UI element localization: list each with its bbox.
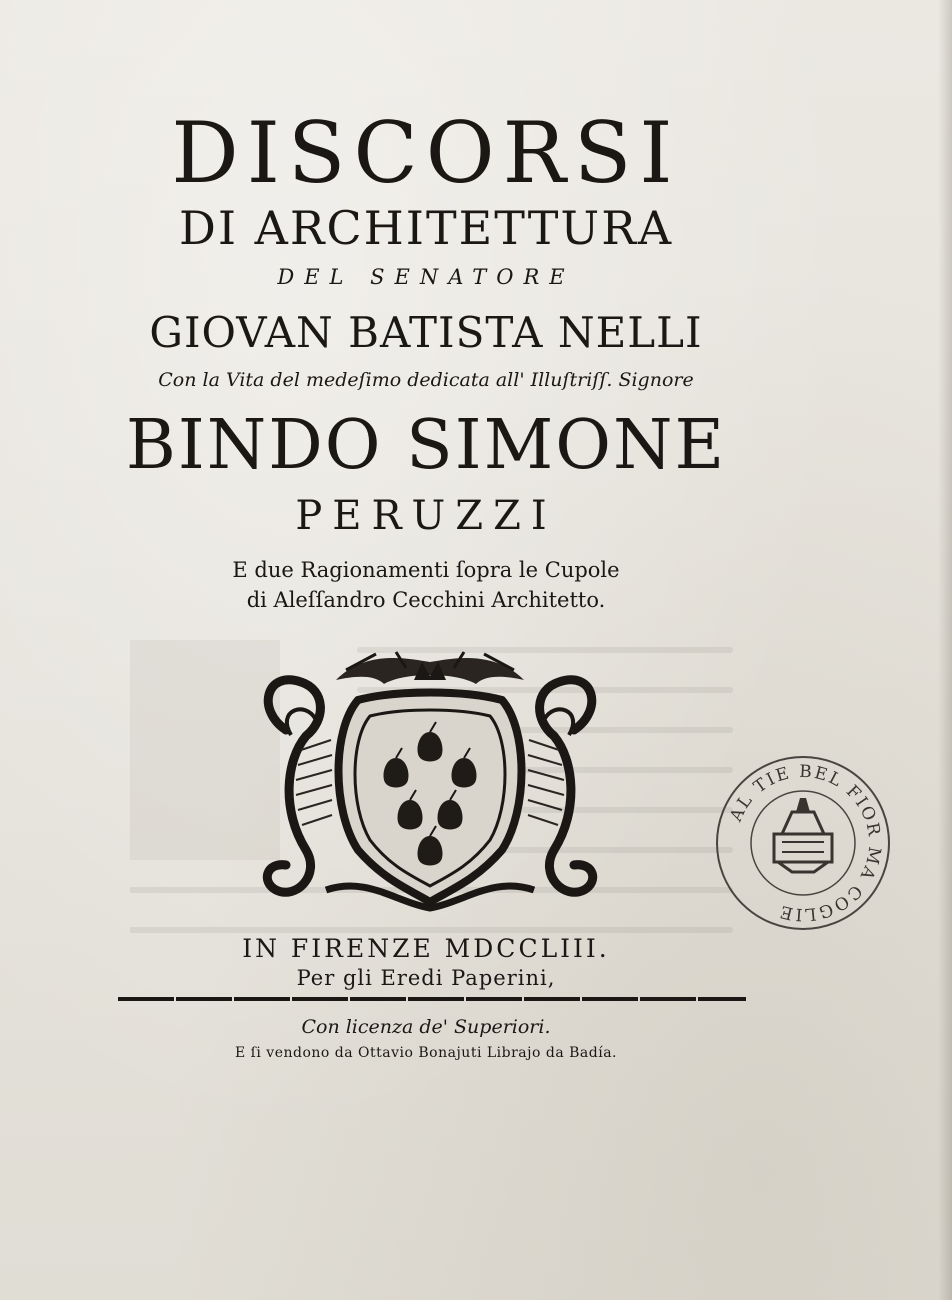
dedicatee-family-name: PERUZZI: [295, 493, 557, 539]
library-stamp-icon: [712, 752, 894, 934]
divider-rule: [118, 997, 746, 1001]
book-subtitle: DI ARCHITETTURA: [178, 201, 674, 255]
author-name: GIOVAN BATISTA NELLI: [149, 308, 703, 357]
license-line: Con licenza de' Superiori.: [301, 1016, 551, 1038]
appendix-line-1: E due Ragionamenti ſopra le Cupole: [232, 558, 620, 582]
stamp-text: AL TIE BEL FIOR MA COGLIE: [726, 761, 885, 925]
imprint-place-date: IN FIRENZE MDCCLIII.: [242, 934, 610, 963]
bookseller-line: E ſi vendono da Ottavio Bonajuti Librajo da Badía.: [235, 1045, 617, 1061]
page-edge-shadow: [938, 0, 952, 1300]
book-title: DISCORSI: [171, 104, 681, 202]
dedicatee-given-name: BINDO SIMONE: [125, 406, 727, 485]
dedication-line: Con la Vita del medeſimo dedicata all' Illuſtriſſ. Signore: [158, 369, 694, 391]
svg-text:AL TIE BEL FIOR MA COGLIE: [726, 762, 885, 925]
coat-of-arms-cartouche-icon: [246, 640, 614, 918]
appendix-line-2: di Aleſſandro Cecchini Architetto.: [246, 588, 606, 612]
author-prefix: DEL SENATORE: [277, 265, 575, 289]
imprint-printer: Per gli Eredi Paperini,: [296, 966, 556, 990]
